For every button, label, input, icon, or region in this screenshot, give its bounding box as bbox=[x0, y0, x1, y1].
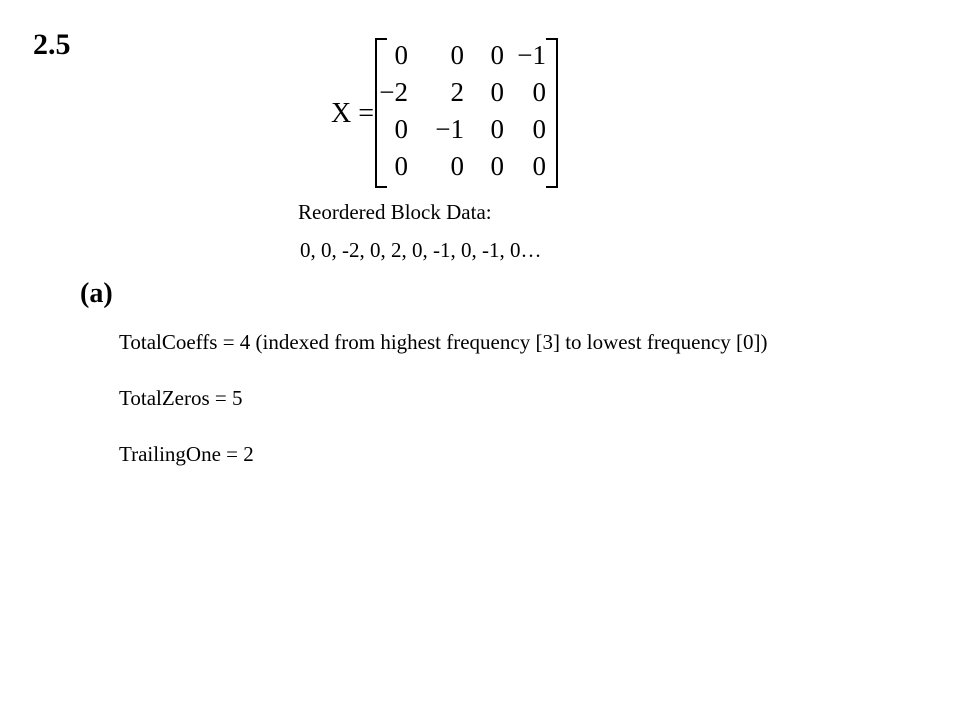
matrix-cell: 0 bbox=[490, 114, 504, 144]
reordered-values: 0, 0, -2, 0, 2, 0, -1, 0, -1, 0… bbox=[300, 238, 542, 262]
total-zeros-line: TotalZeros = 5 bbox=[119, 386, 243, 410]
matrix-cell: 0 bbox=[532, 114, 546, 144]
matrix-cell: −2 bbox=[379, 77, 408, 107]
part-label: (a) bbox=[80, 278, 113, 309]
reordered-label: Reordered Block Data: bbox=[298, 200, 492, 224]
matrix-cell: 0 bbox=[394, 151, 408, 181]
matrix-cell: 0 bbox=[394, 114, 408, 144]
matrix-cell: 0 bbox=[450, 40, 464, 70]
matrix-cell: −1 bbox=[517, 40, 546, 70]
matrix-right-bracket bbox=[546, 38, 558, 188]
trailing-one-line: TrailingOne = 2 bbox=[119, 442, 254, 466]
matrix-cell: −1 bbox=[435, 114, 464, 144]
matrix-cell: 2 bbox=[450, 77, 464, 107]
total-coeffs-line: TotalCoeffs = 4 (indexed from highest frequency [3] to lowest frequency [0]) bbox=[119, 330, 768, 354]
matrix-cell: 0 bbox=[490, 151, 504, 181]
section-number: 2.5 bbox=[33, 28, 71, 61]
matrix-cell: 0 bbox=[490, 40, 504, 70]
matrix-cell: 0 bbox=[394, 40, 408, 70]
matrix-cell: 0 bbox=[450, 151, 464, 181]
matrix-cell: 0 bbox=[532, 151, 546, 181]
matrix-cell: 0 bbox=[490, 77, 504, 107]
matrix-variable-label: X = bbox=[331, 98, 375, 129]
matrix-cell: 0 bbox=[532, 77, 546, 107]
